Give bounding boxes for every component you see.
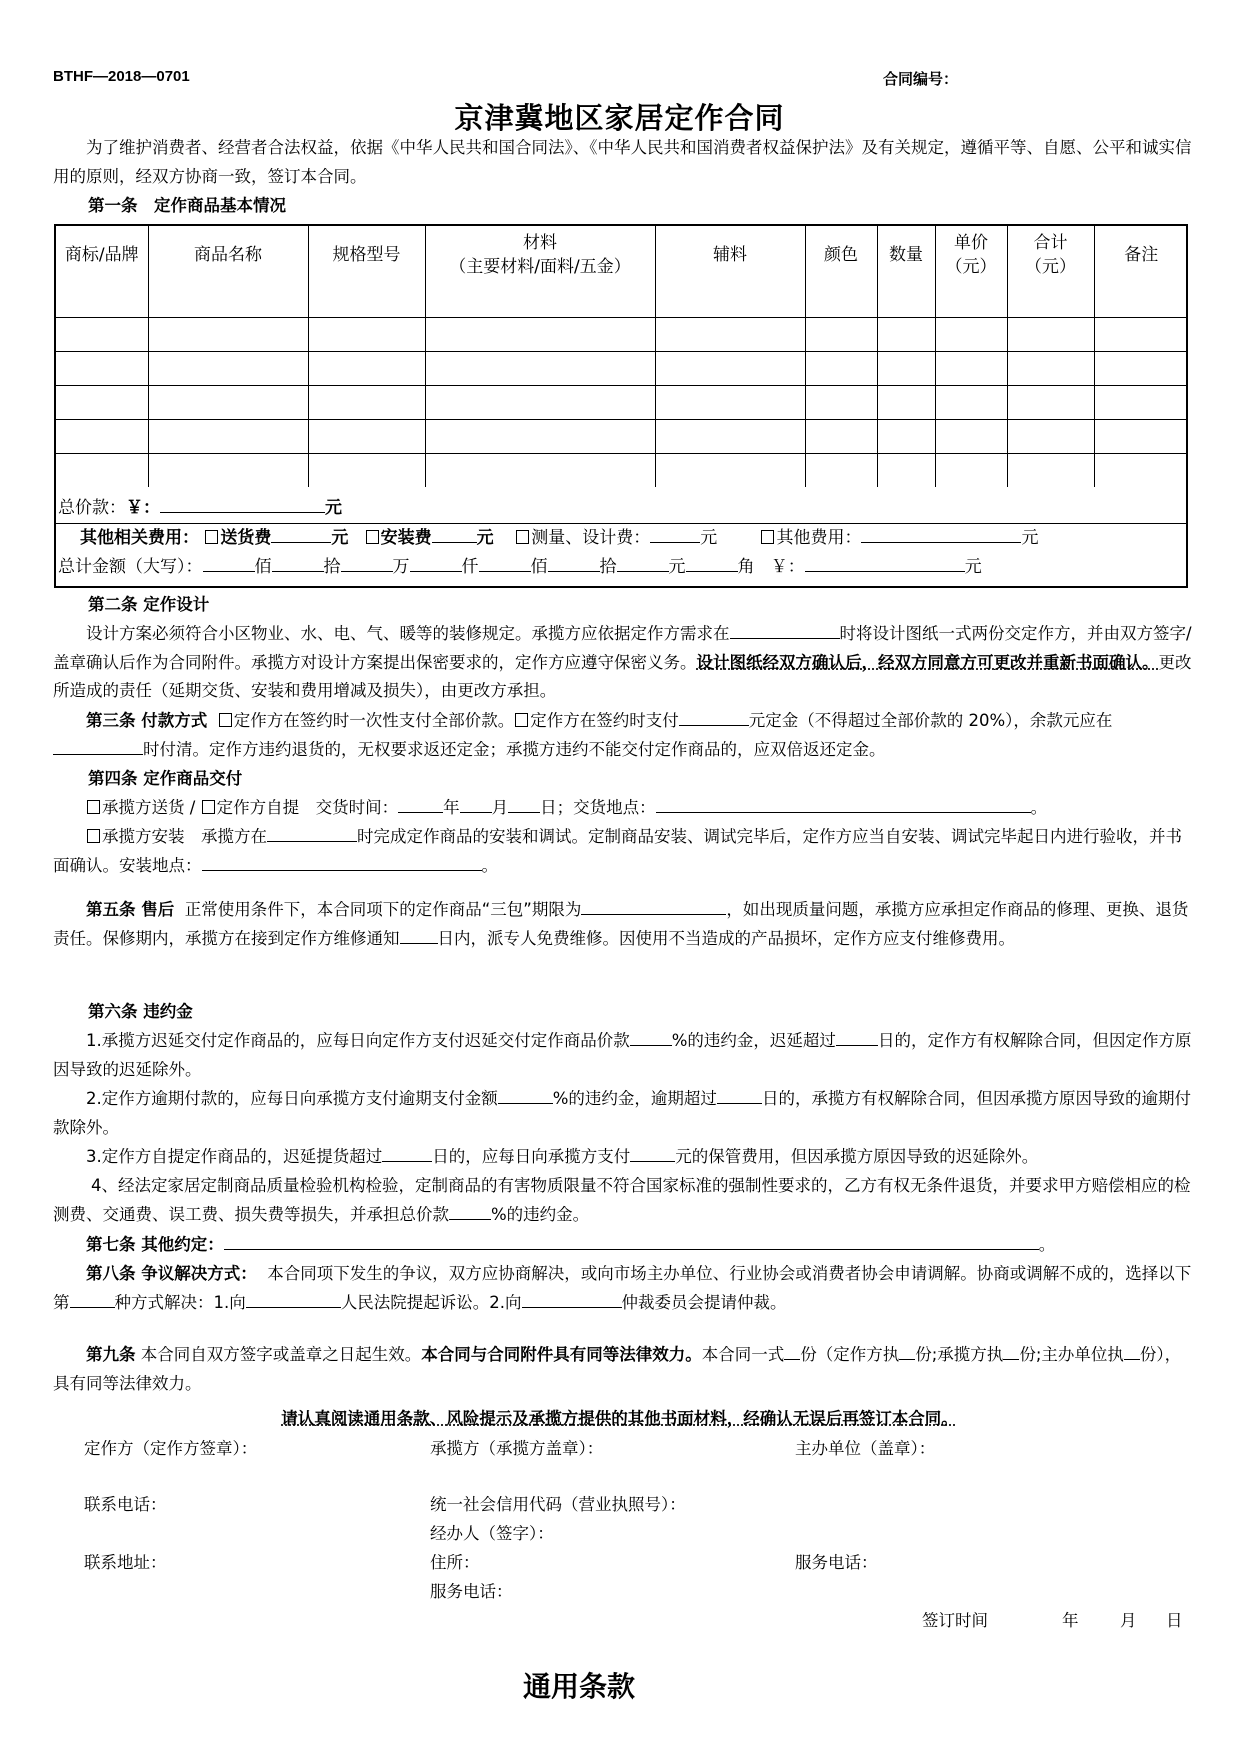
amount-digit-field[interactable] [548, 553, 600, 572]
install-deadline-field[interactable] [267, 823, 357, 842]
day-label: 日 [540, 798, 557, 817]
sign-time-label: 签订时间 [922, 1611, 988, 1630]
column-header-label: 合计 [1033, 233, 1068, 253]
table-cell[interactable] [56, 318, 148, 352]
article9-text: 本合同一式 [701, 1345, 785, 1364]
delivery-fee-label: 送货费 [220, 528, 272, 548]
article3-option2: 定作方在签约时支付 [530, 711, 679, 730]
amount-digit-field[interactable] [479, 553, 531, 572]
table-row [56, 352, 1188, 386]
total-currency: ￥： [126, 497, 160, 518]
party-b-service-phone-label: 服务电话： [430, 1582, 513, 1601]
table-cell[interactable] [56, 284, 148, 318]
table-cell[interactable] [56, 352, 148, 386]
yuan-text: 元 [331, 528, 349, 548]
article8-text: 仲裁委员会提请仲裁。 [621, 1292, 787, 1312]
period: 。 [481, 855, 498, 875]
table-cell[interactable] [1094, 386, 1188, 420]
amount-unit-label: 角 [737, 557, 755, 577]
table-cell[interactable] [425, 284, 655, 318]
article6-text: 1.承揽方迟延交付定作商品的，应每日向定作方支付迟延交付定作商品价款 [86, 1031, 630, 1050]
credit-code-label: 统一社会信用代码（营业执照号）： [430, 1495, 686, 1514]
article7-body [53, 1231, 1193, 1260]
deposit-checkbox[interactable] [515, 713, 528, 727]
amount-unit-label: 拾 [323, 557, 341, 577]
total-price-field[interactable] [160, 494, 325, 513]
vendor-delivery-checkbox[interactable] [87, 800, 100, 814]
dispute-method-field[interactable] [70, 1289, 115, 1308]
table-cell[interactable] [877, 454, 935, 488]
article5-text: ，如出现质量问题，承揽方应承担定作商品的修理、更换、退货责任。保修期内，承揽方在接到定作方维修通知 [53, 900, 1189, 948]
column-header-label: 颜色 [824, 245, 858, 265]
install-fee-field[interactable] [432, 524, 477, 543]
table-row [56, 318, 1188, 352]
table-cell[interactable] [308, 420, 425, 454]
column-header-label: 数量 [889, 245, 923, 265]
column-header-label: 商标/品牌 [64, 245, 139, 265]
column-header [935, 226, 1007, 284]
grand-total-line [58, 553, 1188, 582]
other-fees-label: 其他相关费用： [80, 528, 199, 548]
article9-body [53, 1341, 1193, 1398]
amount-digit-field[interactable] [686, 553, 738, 572]
article2-heading: 第二条 定作设计 [88, 595, 210, 614]
table-cell[interactable] [1007, 284, 1094, 318]
copies-unit: 份 [1019, 1345, 1036, 1364]
table-cell[interactable] [1007, 318, 1094, 352]
install-fee-checkbox[interactable] [366, 530, 379, 544]
table-cell[interactable] [1094, 284, 1188, 318]
article9-heading: 第九条 [86, 1345, 136, 1364]
article6-text: 日的，应每日向承揽方支付 [432, 1147, 631, 1166]
article2-text: 设计方案必须符合小区物业、水、电、气、暖等的装修规定。承揽方应依据定作方需求在 [86, 624, 730, 643]
table-cell[interactable] [805, 318, 877, 352]
column-header [1007, 226, 1094, 284]
article9-text: ;承揽方执 [931, 1345, 1004, 1364]
article6-heading: 第六条 违约金 [88, 1002, 193, 1021]
install-fee-label: 安装费 [380, 528, 432, 548]
late-delivery-days-field[interactable] [836, 1027, 878, 1046]
article9-text: （定作方执 [816, 1345, 900, 1364]
full-payment-checkbox[interactable] [219, 713, 232, 727]
contract-number-label: 合同编号： [883, 70, 959, 88]
article6-text: %的违约金。 [491, 1204, 590, 1224]
article9-text: ;主办单位执 [1035, 1345, 1124, 1364]
article6-clause4 [53, 1172, 1193, 1229]
table-cell[interactable] [308, 284, 425, 318]
copies-party-b-field[interactable] [1003, 1341, 1019, 1360]
column-header [425, 226, 655, 284]
column-header [1094, 226, 1188, 284]
general-terms-title: 通用条款 [523, 1670, 636, 1703]
table-cell[interactable] [935, 420, 1007, 454]
total-price-row [56, 487, 1188, 524]
article1-heading: 第一条 定作商品基本情况 [88, 196, 286, 215]
table-cell[interactable] [425, 454, 655, 488]
table-cell[interactable] [655, 386, 805, 420]
pickup-delay-days-field[interactable] [382, 1143, 432, 1162]
table-cell[interactable] [1007, 386, 1094, 420]
delivery-year-field[interactable] [398, 794, 443, 813]
court-field[interactable] [246, 1289, 341, 1308]
column-header [805, 226, 877, 284]
table-cell[interactable] [935, 284, 1007, 318]
grand-total-label: 总计金额（大写）： [58, 557, 203, 577]
table-cell[interactable] [308, 352, 425, 386]
article3-option1: 定作方在签约时一次性支付全部价款。 [233, 711, 515, 730]
article4-text: 承揽方安装 承揽方在 [102, 827, 267, 846]
column-header-sublabel: （元） [945, 257, 997, 277]
party-b-residence-label: 住所： [430, 1553, 480, 1572]
article7-heading: 第七条 其他约定： [86, 1235, 224, 1254]
sign-day-label: 日 [1166, 1611, 1183, 1630]
article9-text: ），具有同等法律效力。 [53, 1345, 1182, 1393]
article6-text: 元的保管费用，但因承揽方原因导致的迟延除外。 [675, 1147, 1039, 1166]
table-cell[interactable] [425, 420, 655, 454]
amount-digit-field[interactable] [410, 553, 462, 572]
article4-text: 定作方自提 交货时间： [216, 798, 399, 817]
article3-body [53, 707, 1193, 764]
fees-row [56, 524, 1188, 583]
column-header-sublabel: （主要材料/面料/五金） [449, 257, 631, 277]
delivery-fee-checkbox[interactable] [205, 530, 218, 544]
amount-digit-field[interactable] [617, 553, 669, 572]
delivery-month-field[interactable] [460, 794, 492, 813]
table-cell[interactable] [935, 386, 1007, 420]
table-cell[interactable] [148, 284, 308, 318]
grand-total-yen-field[interactable] [805, 553, 965, 572]
other-fee-checkbox[interactable] [761, 530, 774, 544]
article3-text: 时付清。定作方违约退货的，无权要求返还定金；承揽方违约不能交付定作商品的，应双倍返还定金。 [143, 739, 886, 759]
article4-install [53, 823, 1193, 880]
amount-unit-label: 佰 [254, 557, 272, 577]
measure-fee-label: 测量、设计费： [531, 528, 651, 548]
table-cell[interactable] [148, 352, 308, 386]
article8-text: 种方式解决：1.向 [114, 1292, 246, 1312]
table-cell[interactable] [56, 454, 148, 488]
delivery-place-field[interactable] [656, 794, 1031, 813]
sign-year-label: 年 [1062, 1611, 1079, 1630]
table-cell[interactable] [935, 454, 1007, 488]
table-cell[interactable] [877, 352, 935, 386]
yuan-text: 元 [700, 528, 718, 548]
warranty-period-field[interactable] [581, 896, 726, 915]
amount-unit-label: 仟 [461, 557, 479, 577]
amount-unit-label: 元 [668, 557, 686, 577]
article2-bold-clause: 设计图纸经双方确认后，经双方同意方可更改并重新书面确认。 [696, 652, 1159, 672]
total-price-label: 总价款： [58, 497, 126, 518]
month-label: 月 [491, 798, 509, 817]
amount-unit-label: 万 [392, 557, 410, 577]
table-cell[interactable] [805, 454, 877, 488]
measure-fee-field[interactable] [650, 524, 700, 543]
table-cell[interactable] [655, 420, 805, 454]
total-unit: 元 [325, 497, 342, 518]
copies-host-field[interactable] [1124, 1341, 1140, 1360]
party-b-seal-label: 承揽方（承揽方盖章）： [430, 1439, 604, 1458]
vendor-install-checkbox[interactable] [87, 829, 100, 843]
article4-heading: 第四条 定作商品交付 [88, 769, 243, 788]
design-deadline-field[interactable] [730, 620, 840, 639]
table-cell[interactable] [148, 318, 308, 352]
late-payment-days-field[interactable] [717, 1085, 762, 1104]
amount-unit-label: 拾 [599, 557, 617, 577]
table-cell[interactable] [805, 352, 877, 386]
table-row [56, 386, 1188, 420]
article6-text: 日的，定作方有权解除合同，但因定作方原因导致的迟延除外。 [53, 1031, 1192, 1079]
table-cell[interactable] [425, 352, 655, 386]
other-fee-field[interactable] [861, 524, 1021, 543]
article6-text: 4、经法定家居定制商品质量检验机构检验，定制商品的有害物质限量不符合国家标准的强制性要求的，乙方有权无条件退货，并要求甲方赔偿相应的检测费、交通费、误工费、损失费等损失，并承担总价款 [53, 1176, 1191, 1224]
table-cell[interactable] [655, 318, 805, 352]
goods-table [54, 224, 1188, 588]
article6-clause2 [53, 1085, 1193, 1142]
article8-text: 人民法院提起诉讼。2.向 [340, 1292, 522, 1312]
article9-bold: 本合同与合同附件具有同等法律效力。 [421, 1345, 702, 1364]
column-header [308, 226, 425, 284]
amount-digit-field[interactable] [203, 553, 255, 572]
article6-text: 日的，承揽方有权解除合同，但因承揽方原因导致的逾期付款除外。 [53, 1089, 1191, 1137]
yuan-text: 元 [964, 557, 982, 577]
amount-digit-field[interactable] [272, 553, 324, 572]
article5-text: 日内，派专人免费维修。因使用不当造成的产品损坏，定作方应支付维修费用。 [437, 928, 1015, 948]
column-header-label: 规格型号 [332, 245, 401, 265]
preamble: 为了维护消费者、经营者合法权益，依据《中华人民共和国合同法》、《中华人民共和国消费者权益保护法》及有关规定，遵循平等、自愿、公平和诚实信用的原则，经双方协商一致，签订本合同。 [53, 138, 1192, 186]
yuan-text: 元 [1021, 528, 1039, 548]
repair-days-field[interactable] [400, 925, 438, 944]
article6-text: %的违约金，迟延超过 [671, 1031, 836, 1050]
table-cell[interactable] [655, 352, 805, 386]
article3-heading: 第三条 付款方式 [86, 711, 208, 730]
delivery-day-field[interactable] [508, 794, 540, 813]
other-agreement-field[interactable] [224, 1231, 1039, 1250]
table-cell[interactable] [877, 386, 935, 420]
storage-fee-field[interactable] [630, 1143, 675, 1162]
table-row [56, 420, 1188, 454]
grand-total-yen: ￥： [770, 557, 805, 577]
amount-digit-field[interactable] [341, 553, 393, 572]
table-cell[interactable] [805, 284, 877, 318]
host-service-phone-label: 服务电话： [795, 1553, 878, 1572]
article2-text: 更改所造成的责任（延期交货、安装和费用增减及损失），由更改方承担。 [53, 652, 1192, 700]
party-a-signature-label: 定作方（定作方签章）： [84, 1439, 258, 1458]
table-row [56, 454, 1188, 488]
period: 。 [1030, 798, 1048, 817]
article5-body [53, 896, 1193, 953]
sign-month-label: 月 [1120, 1611, 1137, 1630]
article5-heading: 第五条 售后 [86, 900, 175, 919]
article8-body [53, 1260, 1193, 1317]
article6-text: 3.定作方自提定作商品的，迟延提货超过 [86, 1147, 383, 1166]
party-a-address-label: 联系地址： [84, 1553, 167, 1572]
article2-text: 时将设计图纸一式两份交定作方，并由双方签字/盖章确认后作为合同附件。承揽方对设计方案提出保密要求的，定作方应遵守保密义务。 [53, 624, 1192, 672]
table-cell[interactable] [308, 454, 425, 488]
document-title: 京津冀地区家居定作合同 [454, 101, 785, 135]
table-cell[interactable] [308, 386, 425, 420]
self-pickup-checkbox[interactable] [202, 800, 215, 814]
other-fee-label: 其他费用： [776, 528, 862, 548]
table-cell[interactable] [1094, 420, 1188, 454]
table-row [56, 284, 1188, 318]
late-delivery-percent-field[interactable] [630, 1027, 672, 1046]
table-cell[interactable] [1007, 352, 1094, 386]
table-cell[interactable] [425, 386, 655, 420]
table-cell[interactable] [148, 386, 308, 420]
amount-unit-label: 佰 [530, 557, 548, 577]
balance-deadline-field[interactable] [53, 736, 143, 755]
table-header-row [56, 226, 1188, 284]
table-cell[interactable] [935, 318, 1007, 352]
install-place-field[interactable] [202, 852, 482, 871]
column-header-label: 单价 [954, 233, 988, 253]
table-cell[interactable] [1007, 454, 1094, 488]
article3-text: 元定金（不得超过全部价款的 20%），余款元应在 [748, 711, 1113, 730]
table-cell[interactable] [1094, 454, 1188, 488]
table-cell[interactable] [655, 454, 805, 488]
article8-heading: 第八条 争议解决方式： [86, 1264, 257, 1283]
column-header-label: 备注 [1124, 245, 1159, 265]
copies-unit: 份 [1139, 1345, 1157, 1364]
table-cell[interactable] [805, 420, 877, 454]
table-cell[interactable] [935, 352, 1007, 386]
table-cell[interactable] [1007, 420, 1094, 454]
delivery-fee-field[interactable] [271, 524, 331, 543]
column-header-label: 商品名称 [194, 245, 262, 265]
agent-signature-label: 经办人（签字）： [430, 1524, 554, 1543]
article6-clause1 [53, 1027, 1193, 1084]
table-cell[interactable] [56, 386, 148, 420]
host-seal-label: 主办单位（盖章）： [795, 1439, 936, 1458]
yuan-text: 元 [476, 528, 494, 548]
table-cell[interactable] [148, 420, 308, 454]
signing-notice: 请认真阅读通用条款、风险提示及承揽方提供的其他书面材料，经确认无误后再签订本合同。 [281, 1409, 958, 1428]
table-cell[interactable] [308, 318, 425, 352]
column-header-label: 辅料 [713, 245, 747, 265]
form-code: BTHF—2018—0701 [53, 68, 190, 85]
column-header-sublabel: （元） [1025, 257, 1076, 277]
column-header [56, 226, 148, 284]
article6-text: %的违约金，逾期超过 [552, 1089, 717, 1108]
column-header [655, 226, 805, 284]
measure-fee-checkbox[interactable] [516, 530, 529, 544]
table-cell[interactable] [877, 284, 935, 318]
table-cell[interactable] [1094, 318, 1188, 352]
article9-text: 本合同自双方签字或盖章之日起生效。 [140, 1345, 422, 1364]
copies-party-a-field[interactable] [899, 1341, 915, 1360]
copies-field[interactable] [784, 1341, 800, 1360]
late-payment-percent-field[interactable] [498, 1085, 553, 1104]
article6-text: 2.定作方逾期付款的，应每日向承揽方支付逾期支付金额 [86, 1089, 498, 1108]
article2-body [53, 620, 1193, 706]
column-header [877, 226, 935, 284]
article4-text: 时完成定作商品的安装和调试。定制商品安装、调试完毕后，定作方应当自安装、调试完毕起日内进行验收，并书面确认。安装地点： [53, 827, 1182, 875]
column-header-label: 材料 [523, 233, 557, 253]
article6-clause3 [53, 1143, 1193, 1172]
period: 。 [1038, 1235, 1056, 1254]
year-label: 年 [443, 798, 460, 817]
copies-unit: 份 [915, 1345, 932, 1364]
table-cell[interactable] [655, 284, 805, 318]
article4-text: ；交货地点： [556, 798, 656, 817]
table-cell[interactable] [148, 454, 308, 488]
table-cell[interactable] [425, 318, 655, 352]
article4-delivery [53, 794, 1193, 823]
copies-unit: 份 [800, 1345, 817, 1364]
table-cell[interactable] [805, 386, 877, 420]
table-cell[interactable] [877, 420, 935, 454]
table-cell[interactable] [877, 318, 935, 352]
article4-text: 承揽方送货 / [102, 798, 201, 817]
harmful-substance-percent-field[interactable] [449, 1201, 491, 1220]
article5-text: 正常使用条件下，本合同项下的定作商品“三包”期限为 [184, 900, 582, 919]
table-cell[interactable] [1094, 352, 1188, 386]
party-a-phone-label: 联系电话： [84, 1495, 167, 1514]
table-cell[interactable] [56, 420, 148, 454]
arbitration-field[interactable] [522, 1289, 622, 1308]
column-header [148, 226, 308, 284]
deposit-amount-field[interactable] [679, 707, 749, 726]
article8-text: 本合同项下发生的争议，双方应协商解决，或向市场主办单位、行业协会或消费者协会申请调解。协商或调解不成的，选择以下第 [53, 1264, 1192, 1312]
